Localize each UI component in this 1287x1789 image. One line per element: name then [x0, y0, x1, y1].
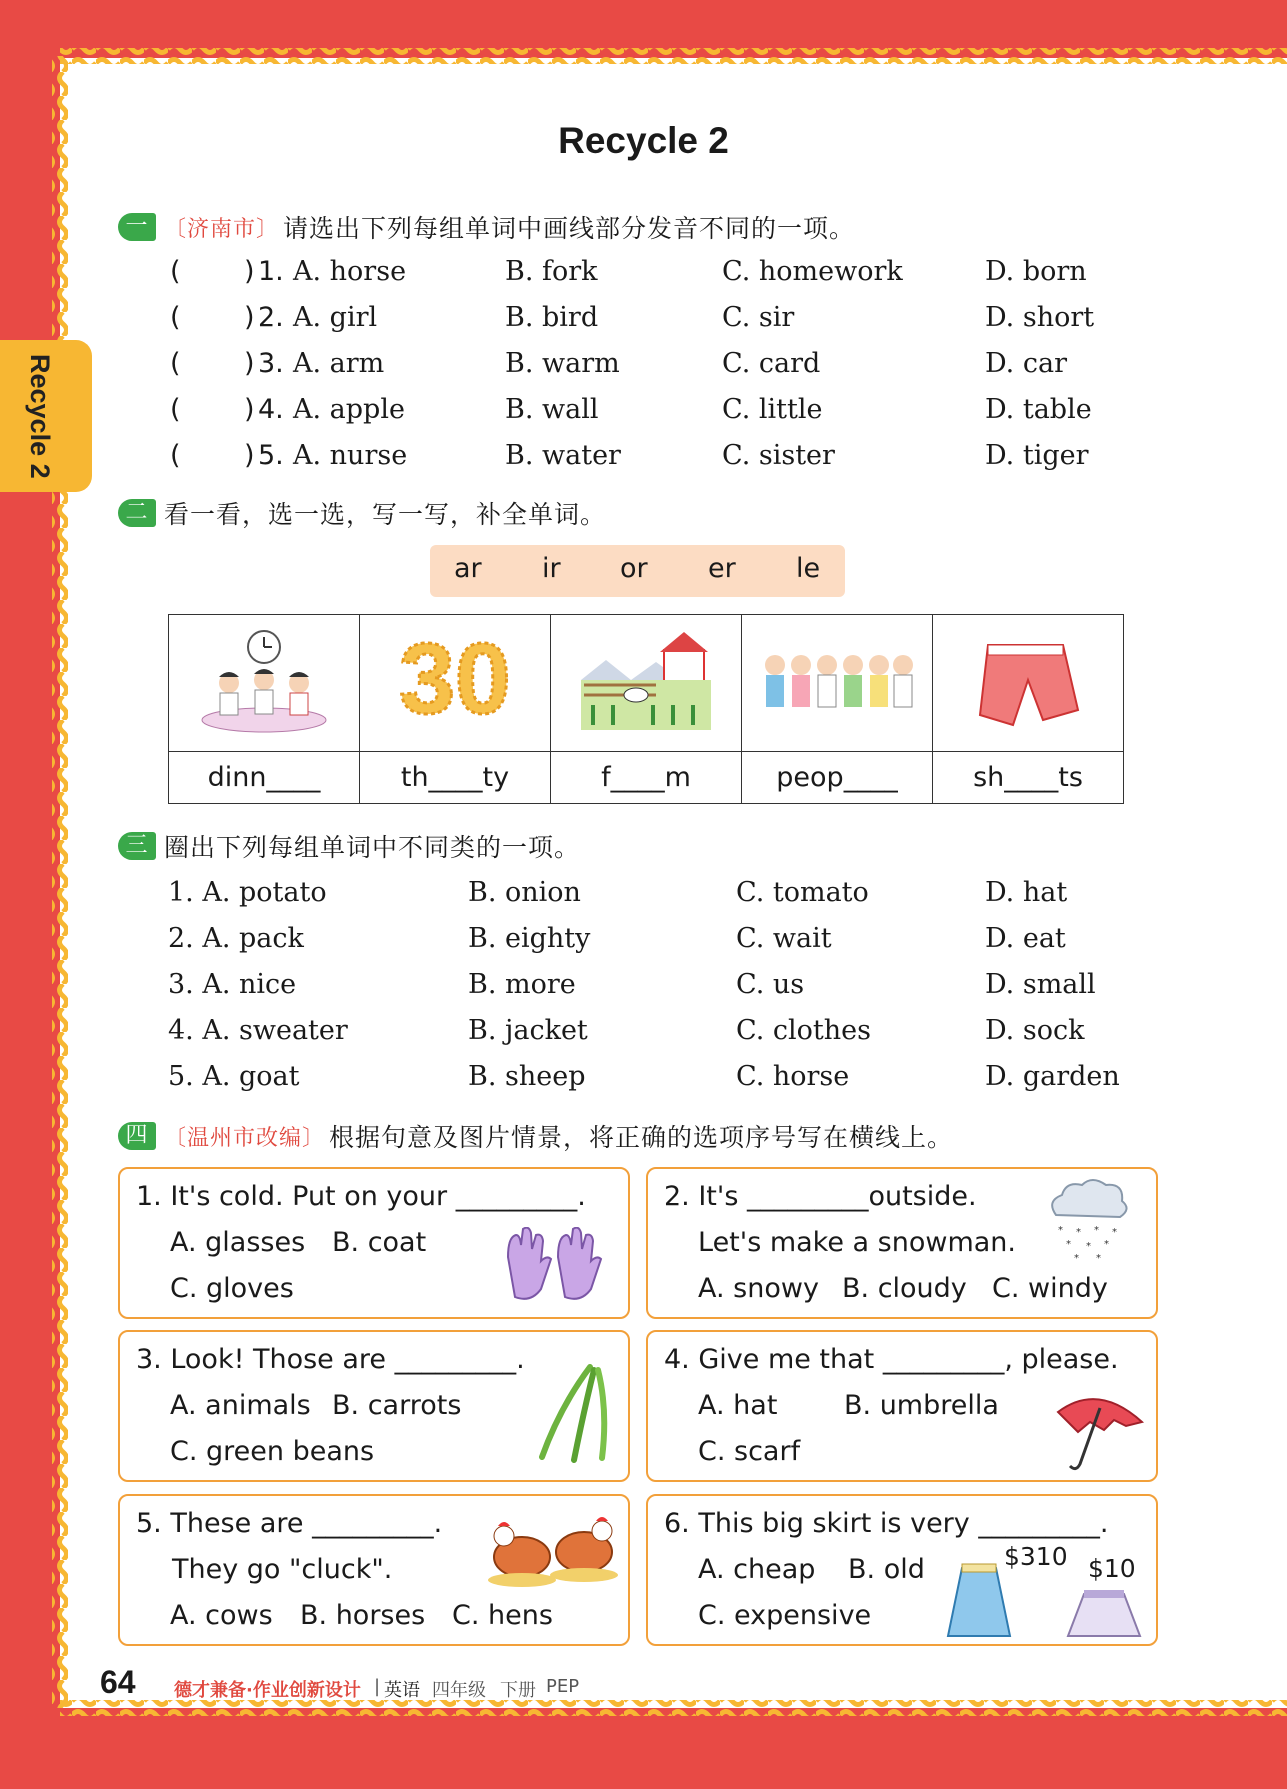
people-picture: [742, 615, 933, 752]
answer-paren-close: ): [244, 256, 255, 287]
answer-paren-open[interactable]: (: [170, 348, 181, 379]
option-a[interactable]: 4. A. sweater: [168, 1015, 348, 1046]
option-c[interactable]: C. tomato: [736, 877, 869, 908]
answer-paren-open[interactable]: (: [170, 302, 181, 333]
option-a: A. girl: [293, 302, 378, 333]
svg-text:*: *: [1074, 1253, 1079, 1263]
option-d: D. car: [985, 348, 1067, 379]
letter-option: er: [708, 553, 736, 584]
s1-row-2: [0, 298, 1287, 338]
question-number: 2.: [258, 302, 284, 333]
option-b[interactable]: B. eighty: [468, 923, 591, 954]
option-a[interactable]: 5. A. goat: [168, 1061, 300, 1092]
option-c[interactable]: C. wait: [736, 923, 832, 954]
letter-option: ar: [454, 553, 482, 584]
option-c: C. expensive: [698, 1600, 872, 1631]
answer-paren-open[interactable]: (: [170, 394, 181, 425]
option-c: C. gloves: [170, 1273, 294, 1304]
footer-term: 下册: [500, 1680, 536, 1701]
footer-series: 德才兼备·作业创新设计: [174, 1680, 361, 1701]
answer-paren-close: ): [244, 302, 255, 333]
option-b[interactable]: B. more: [468, 969, 576, 1000]
letter-bank: [430, 545, 845, 597]
section-4-instruction: 根据句意及图片情景，将正确的选项序号写在横线上。: [329, 1123, 954, 1152]
option-c: C. card: [722, 348, 821, 379]
question-box-5: [118, 1494, 630, 1646]
option-b: B. wall: [505, 394, 599, 425]
option-b: B. warm: [505, 348, 620, 379]
question-text: 4. Give me that _________, please.: [664, 1344, 1119, 1375]
question-text: 6. This big skirt is very _________.: [664, 1508, 1109, 1539]
option-c: C. homework: [722, 256, 903, 287]
gloves-icon: [498, 1227, 618, 1307]
s3-row-2: [0, 919, 1287, 959]
svg-text:*: *: [1086, 1241, 1091, 1252]
section-1-source: 〔济南市〕: [164, 216, 280, 242]
option-d[interactable]: D. small: [985, 969, 1096, 1000]
footer-subject: 英语: [384, 1680, 420, 1701]
footer-edition: PEP: [546, 1676, 580, 1697]
option-c[interactable]: C. us: [736, 969, 805, 1000]
price-tag-2: $10: [1088, 1554, 1136, 1583]
question-text-2: Let's make a snowman.: [698, 1227, 1017, 1258]
option-b: B. old: [848, 1554, 925, 1585]
question-number: 3.: [258, 348, 284, 379]
option-a[interactable]: 2. A. pack: [168, 923, 304, 954]
option-d: D. tiger: [985, 440, 1089, 471]
question-text: 2. It's _________outside.: [664, 1181, 977, 1212]
svg-text:*: *: [1058, 1225, 1063, 1236]
letter-option: le: [796, 553, 821, 584]
question-number: 1.: [258, 256, 284, 287]
thirty-picture: [360, 615, 551, 752]
option-a: A. arm: [293, 348, 385, 379]
side-tab-label: Recycle 2: [25, 354, 55, 479]
s3-row-3: [0, 965, 1287, 1005]
answer-paren-close: ): [244, 440, 255, 471]
svg-text:*: *: [1076, 1227, 1081, 1238]
price-tag-1: $310: [1004, 1542, 1068, 1571]
option-c: C. hens: [452, 1600, 553, 1631]
dinner-picture: [169, 615, 360, 752]
svg-text:*: *: [1112, 1227, 1117, 1238]
question-text: 1. It's cold. Put on your _________.: [136, 1181, 586, 1212]
answer-paren-open[interactable]: (: [170, 440, 181, 471]
option-a: A. apple: [293, 394, 405, 425]
word-blank-3[interactable]: f____m: [551, 752, 742, 804]
section-2-badge: 二: [118, 499, 156, 527]
option-d: D. short: [985, 302, 1095, 333]
option-d[interactable]: D. hat: [985, 877, 1068, 908]
option-a: A. horse: [293, 256, 407, 287]
question-number: 4.: [258, 394, 284, 425]
option-b[interactable]: B. sheep: [468, 1061, 586, 1092]
option-c[interactable]: C. horse: [736, 1061, 850, 1092]
svg-text:*: *: [1096, 1253, 1101, 1263]
option-b: B. horses: [300, 1600, 426, 1631]
question-box-6: [646, 1494, 1158, 1646]
s1-row-5: [0, 436, 1287, 476]
option-c: C. windy: [992, 1273, 1108, 1304]
option-d[interactable]: D. sock: [985, 1015, 1085, 1046]
option-a: A. snowy: [698, 1273, 819, 1304]
section-1-heading: [118, 207, 855, 247]
section-3-instruction: 圈出下列每组单词中不同类的一项。: [164, 833, 581, 862]
section-3-badge: 三: [118, 832, 156, 860]
question-text-2: They go "cluck".: [172, 1554, 393, 1585]
option-b: B. umbrella: [844, 1390, 999, 1421]
option-a[interactable]: 3. A. nice: [168, 969, 297, 1000]
option-a: A. cows: [170, 1600, 273, 1631]
option-b: B. fork: [505, 256, 598, 287]
question-box-2: [646, 1167, 1158, 1319]
option-b: B. water: [505, 440, 621, 471]
option-b[interactable]: B. jacket: [468, 1015, 588, 1046]
section-1-badge: 一: [118, 213, 156, 241]
option-d[interactable]: D. garden: [985, 1061, 1120, 1092]
option-b: B. coat: [332, 1227, 427, 1258]
option-c: C. green beans: [170, 1436, 375, 1467]
section-2-heading: [118, 493, 606, 533]
green-beans-icon: [530, 1362, 620, 1472]
letter-option: or: [620, 553, 648, 584]
footer-grade: 四年级: [432, 1680, 486, 1701]
s3-row-4: [0, 1011, 1287, 1051]
short-skirt-icon: [1064, 1588, 1144, 1644]
s1-row-3: [0, 344, 1287, 384]
question-box-4: [646, 1330, 1158, 1482]
option-a: A. glasses: [170, 1227, 306, 1258]
picture-word-table: [168, 614, 1124, 804]
s3-row-1: [0, 873, 1287, 913]
answer-paren-open[interactable]: (: [170, 256, 181, 287]
answer-paren-close: ): [244, 394, 255, 425]
word-blank-4[interactable]: peop____: [742, 752, 933, 804]
svg-text:*: *: [1104, 1239, 1109, 1250]
word-blank-5[interactable]: sh____ts: [933, 752, 1124, 804]
s1-row-1: [0, 252, 1287, 292]
option-a: A. nurse: [293, 440, 408, 471]
question-number: 5.: [258, 440, 284, 471]
option-a: A. hat: [698, 1390, 778, 1421]
section-3-heading: [118, 826, 580, 866]
shorts-picture: [933, 615, 1124, 752]
question-box-1: [118, 1167, 630, 1319]
page-number: 64: [100, 1664, 136, 1700]
umbrella-icon: [1048, 1382, 1144, 1478]
question-box-3: [118, 1330, 630, 1482]
s3-row-5: [0, 1057, 1287, 1097]
footer-divider: |: [374, 1676, 381, 1697]
section-4-source: 〔温州市改编〕: [164, 1125, 326, 1151]
snow-cloud-icon: [1044, 1177, 1134, 1263]
option-c: C. sir: [722, 302, 795, 333]
question-text: 5. These are _________.: [136, 1508, 443, 1539]
svg-text:*: *: [1094, 1225, 1099, 1236]
option-b: B. carrots: [332, 1390, 462, 1421]
letter-option: ir: [542, 553, 561, 584]
option-b: B. cloudy: [842, 1273, 967, 1304]
option-c[interactable]: C. clothes: [736, 1015, 871, 1046]
section-4-badge: 四: [118, 1122, 156, 1150]
section-2-instruction: 看一看，选一选，写一写，补全单词。: [164, 500, 607, 529]
farm-picture: [551, 615, 742, 752]
long-skirt-icon: [944, 1562, 1014, 1642]
option-a: A. cheap: [698, 1554, 816, 1585]
option-d[interactable]: D. eat: [985, 923, 1066, 954]
option-d: D. table: [985, 394, 1092, 425]
hens-icon: [484, 1502, 624, 1592]
s1-row-4: [0, 390, 1287, 430]
option-d: D. born: [985, 256, 1087, 287]
option-c: C. scarf: [698, 1436, 801, 1467]
page-title: Recycle 2: [558, 120, 729, 161]
section-4-heading: [118, 1116, 953, 1156]
option-c: C. sister: [722, 440, 835, 471]
question-text: 3. Look! Those are _________.: [136, 1344, 525, 1375]
svg-text:30: 30: [399, 624, 511, 735]
option-a: A. animals: [170, 1390, 311, 1421]
svg-text:*: *: [1066, 1239, 1071, 1250]
option-b[interactable]: B. onion: [468, 877, 581, 908]
answer-paren-close: ): [244, 348, 255, 379]
option-b: B. bird: [505, 302, 599, 333]
section-1-instruction: 请选出下列每组单词中画线部分发音不同的一项。: [283, 214, 856, 243]
word-blank-2[interactable]: th____ty: [360, 752, 551, 804]
option-a[interactable]: 1. A. potato: [168, 877, 327, 908]
option-c: C. little: [722, 394, 823, 425]
word-blank-1[interactable]: dinn____: [169, 752, 360, 804]
